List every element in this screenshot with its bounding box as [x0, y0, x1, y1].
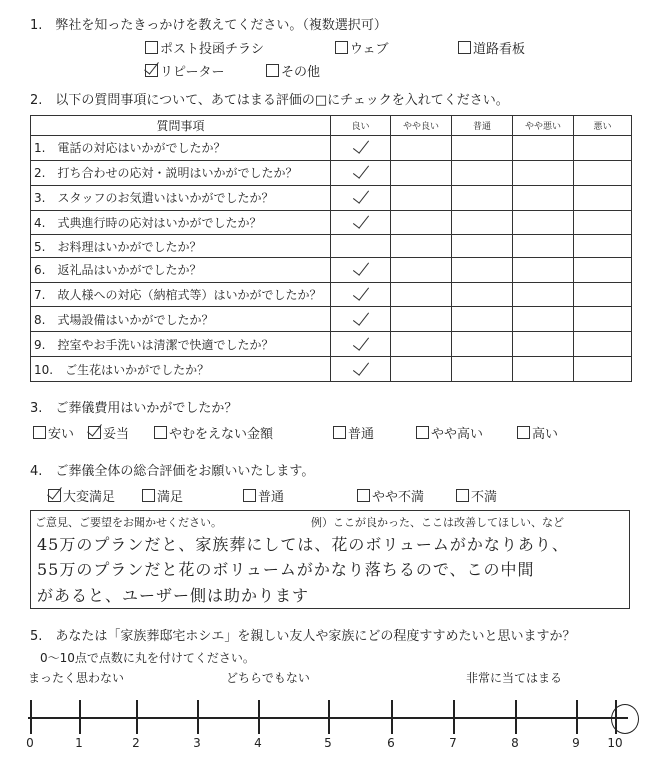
question-text: 5. お料理はいかがでしたか？ [31, 235, 331, 257]
scale-number[interactable]: 8 [511, 736, 519, 750]
checkbox-icon[interactable] [243, 489, 256, 502]
checkmark-icon [352, 258, 368, 276]
scale-number[interactable]: 4 [254, 736, 262, 750]
q3-option-reasonable[interactable]: 妥当 [88, 423, 129, 442]
rating-cell[interactable] [391, 332, 452, 357]
rating-cell[interactable] [513, 235, 574, 257]
header-rating: やや悪い [513, 116, 574, 136]
comment-box[interactable] [30, 510, 630, 609]
rating-cell[interactable] [391, 160, 452, 185]
rating-cell[interactable] [391, 235, 452, 257]
comment-line: 45万のプランだと、家族葬にしては、花のボリュームがかなりあり、 [37, 535, 569, 554]
q1-title: 1. 弊社を知ったきっかけを教えてください。（複数選択可） [30, 18, 387, 33]
checkmark-icon [352, 186, 368, 204]
q3-option-cheap[interactable]: 安い [33, 423, 74, 442]
checkmark-icon [352, 333, 368, 351]
q5-instruction: 0〜10点で点数に丸を付けてください。 [40, 651, 255, 665]
comment-example: 例）ここが良かった、ここは改善してほしい、など [311, 516, 564, 529]
comment-line: 55万のプランだと花のボリュームがかなり落ちるので、この中間 [37, 560, 535, 579]
rating-cell[interactable] [331, 210, 391, 235]
question-text: 4. 式典進行時の応対はいかがでしたか？ [31, 210, 331, 235]
q3-title: 3. ご葬儀費用はいかがでしたか？ [30, 401, 238, 416]
rating-cell[interactable] [513, 210, 574, 235]
rating-cell[interactable] [331, 357, 391, 382]
scale-tick [453, 700, 455, 734]
rating-cell[interactable] [574, 282, 632, 307]
q2-title: 2. 以下の質問事項について、あてはまる評価の□にチェックを入れてください。 [30, 93, 509, 108]
rating-cell[interactable] [513, 332, 574, 357]
rating-cell[interactable] [452, 357, 513, 382]
rating-cell[interactable] [574, 257, 632, 282]
question-text: 2. 打ち合わせの応対・説明はいかがでしたか？ [31, 160, 331, 185]
checkmark-icon [352, 161, 368, 179]
rating-table [30, 115, 632, 382]
question-text: 1. 電話の対応はいかがでしたか？ [31, 136, 331, 161]
checkbox-icon[interactable] [456, 489, 469, 502]
question-text: 10. ご生花はいかがでしたか？ [31, 357, 331, 382]
rating-cell[interactable] [513, 257, 574, 282]
scale-number[interactable]: 7 [449, 736, 457, 750]
header-rating: 良い [331, 116, 391, 136]
header-question: 質問事項 [31, 116, 331, 136]
scale-tick [79, 700, 81, 734]
checkbox-checked-icon[interactable] [88, 426, 101, 439]
q3-option-normal[interactable]: 普通 [333, 423, 374, 442]
checkbox-icon[interactable] [142, 489, 155, 502]
checkbox-checked-icon[interactable] [48, 489, 61, 502]
rating-cell[interactable] [513, 185, 574, 210]
rating-cell[interactable] [452, 160, 513, 185]
checkmark-icon [352, 283, 368, 301]
checkbox-icon[interactable] [517, 426, 530, 439]
q3-option-unavoidable[interactable]: やむをえない金額 [154, 423, 273, 442]
checkbox-icon[interactable] [416, 426, 429, 439]
rating-cell[interactable] [574, 307, 632, 332]
rating-cell[interactable] [452, 185, 513, 210]
rating-cell[interactable] [391, 357, 452, 382]
table-row [31, 357, 632, 382]
rating-cell[interactable] [391, 257, 452, 282]
q4-option-dissatisfied[interactable]: 不満 [456, 486, 497, 505]
rating-cell[interactable] [331, 332, 391, 357]
selected-score-circle [611, 704, 639, 734]
rating-cell[interactable] [391, 210, 452, 235]
header-rating: 悪い [574, 116, 632, 136]
scale-tick [515, 700, 517, 734]
rating-cell[interactable] [452, 235, 513, 257]
rating-cell[interactable] [574, 136, 632, 161]
rating-cell[interactable] [574, 160, 632, 185]
scale-number[interactable]: 5 [324, 736, 332, 750]
q3-option-slightly-expensive[interactable]: やや高い [416, 423, 483, 442]
table-row [31, 210, 632, 235]
checkbox-icon[interactable] [33, 426, 46, 439]
scale-number[interactable]: 0 [26, 736, 34, 750]
rating-cell[interactable] [331, 282, 391, 307]
question-text: 3. スタッフのお気遣いはいかがでしたか？ [31, 185, 331, 210]
scale-tick [576, 700, 578, 734]
rating-cell[interactable] [574, 210, 632, 235]
table-row [31, 282, 632, 307]
q4-title: 4. ご葬儀全体の総合評価をお願いいたします。 [30, 464, 315, 479]
checkbox-icon[interactable] [145, 41, 158, 54]
table-row [31, 257, 632, 282]
rating-cell[interactable] [452, 136, 513, 161]
scale-label-high: 非常に当てはまる [466, 671, 563, 685]
scale-tick [328, 700, 330, 734]
table-row [31, 136, 632, 161]
rating-cell[interactable] [574, 332, 632, 357]
question-text: 7. 故人様への対応（納棺式等）はいかがでしたか？ [31, 282, 331, 307]
rating-cell[interactable] [452, 307, 513, 332]
table-row [31, 185, 632, 210]
rating-cell[interactable] [513, 160, 574, 185]
rating-cell[interactable] [513, 357, 574, 382]
rating-cell[interactable] [331, 257, 391, 282]
checkmark-icon [352, 137, 368, 155]
scale-tick [391, 700, 393, 734]
rating-cell[interactable] [513, 282, 574, 307]
q1-option-roadsign[interactable]: 道路看板 [458, 38, 525, 57]
scale-number[interactable]: 6 [387, 736, 395, 750]
rating-cell[interactable] [513, 307, 574, 332]
q3-option-expensive[interactable]: 高い [517, 423, 558, 442]
rating-cell[interactable] [574, 185, 632, 210]
table-row [31, 307, 632, 332]
scale-label-low: まったく思わない [28, 671, 125, 685]
rating-cell[interactable] [331, 136, 391, 161]
rating-cell[interactable] [574, 357, 632, 382]
q4-option-slightly-dissatisfied[interactable]: やや不満 [357, 486, 424, 505]
rating-cell[interactable] [452, 332, 513, 357]
rating-cell[interactable] [391, 282, 452, 307]
table-header-row [31, 116, 632, 136]
q4-option-very-satisfied[interactable]: 大変満足 [48, 486, 115, 505]
q5-title: 5. あなたは「家族葬邸宅ホシエ」を親しい友人や家族にどの程度すすめたいと思いますか？ [30, 629, 576, 644]
checkbox-icon[interactable] [335, 41, 348, 54]
checkbox-checked-icon[interactable] [145, 64, 158, 77]
rating-cell[interactable] [574, 235, 632, 257]
rating-cell[interactable] [391, 136, 452, 161]
scale-tick [136, 700, 138, 734]
q1-option-flyer[interactable]: ポスト投函チラシ [145, 38, 264, 57]
scale-label-mid: どちらでもない [226, 671, 310, 685]
question-text: 9. 控室やお手洗いは清潔で快適でしたか？ [31, 332, 331, 357]
rating-cell[interactable] [391, 307, 452, 332]
rating-cell[interactable] [331, 235, 391, 257]
question-text: 6. 返礼品はいかがでしたか？ [31, 257, 331, 282]
rating-cell[interactable] [452, 210, 513, 235]
checkbox-icon[interactable] [266, 64, 279, 77]
rating-cell[interactable] [391, 185, 452, 210]
scale-tick [30, 700, 32, 734]
comment-line: があると、ユーザー側は助かります [37, 586, 310, 605]
scale-number[interactable]: 3 [193, 736, 201, 750]
checkbox-icon[interactable] [357, 489, 370, 502]
scale-number[interactable]: 10 [607, 736, 623, 750]
checkmark-icon [352, 358, 368, 376]
rating-cell[interactable] [331, 307, 391, 332]
scale-tick [197, 700, 199, 734]
table-row [31, 235, 632, 257]
q1-option-repeater[interactable]: リピーター [145, 61, 224, 80]
rating-cell[interactable] [513, 136, 574, 161]
question-text: 8. 式場設備はいかがでしたか？ [31, 307, 331, 332]
q1-option-web[interactable]: ウェブ [335, 38, 388, 57]
checkmark-icon [352, 308, 368, 326]
checkbox-icon[interactable] [154, 426, 167, 439]
q4-option-normal[interactable]: 普通 [243, 486, 284, 505]
q4-option-satisfied[interactable]: 満足 [142, 486, 183, 505]
checkbox-icon[interactable] [458, 41, 471, 54]
checkbox-icon[interactable] [333, 426, 346, 439]
scale-number[interactable]: 2 [132, 736, 140, 750]
table-row [31, 332, 632, 357]
scale-number[interactable]: 9 [572, 736, 580, 750]
rating-cell[interactable] [331, 185, 391, 210]
comment-prompt: ご意見、ご要望をお聞かせください。 [35, 516, 222, 529]
header-rating: やや良い [391, 116, 452, 136]
scale-number[interactable]: 1 [75, 736, 83, 750]
q1-option-other[interactable]: その他 [266, 61, 320, 80]
rating-cell[interactable] [331, 160, 391, 185]
table-row [31, 160, 632, 185]
scale-tick [258, 700, 260, 734]
rating-cell[interactable] [452, 282, 513, 307]
rating-cell[interactable] [452, 257, 513, 282]
header-rating: 普通 [452, 116, 513, 136]
checkmark-icon [352, 211, 368, 229]
